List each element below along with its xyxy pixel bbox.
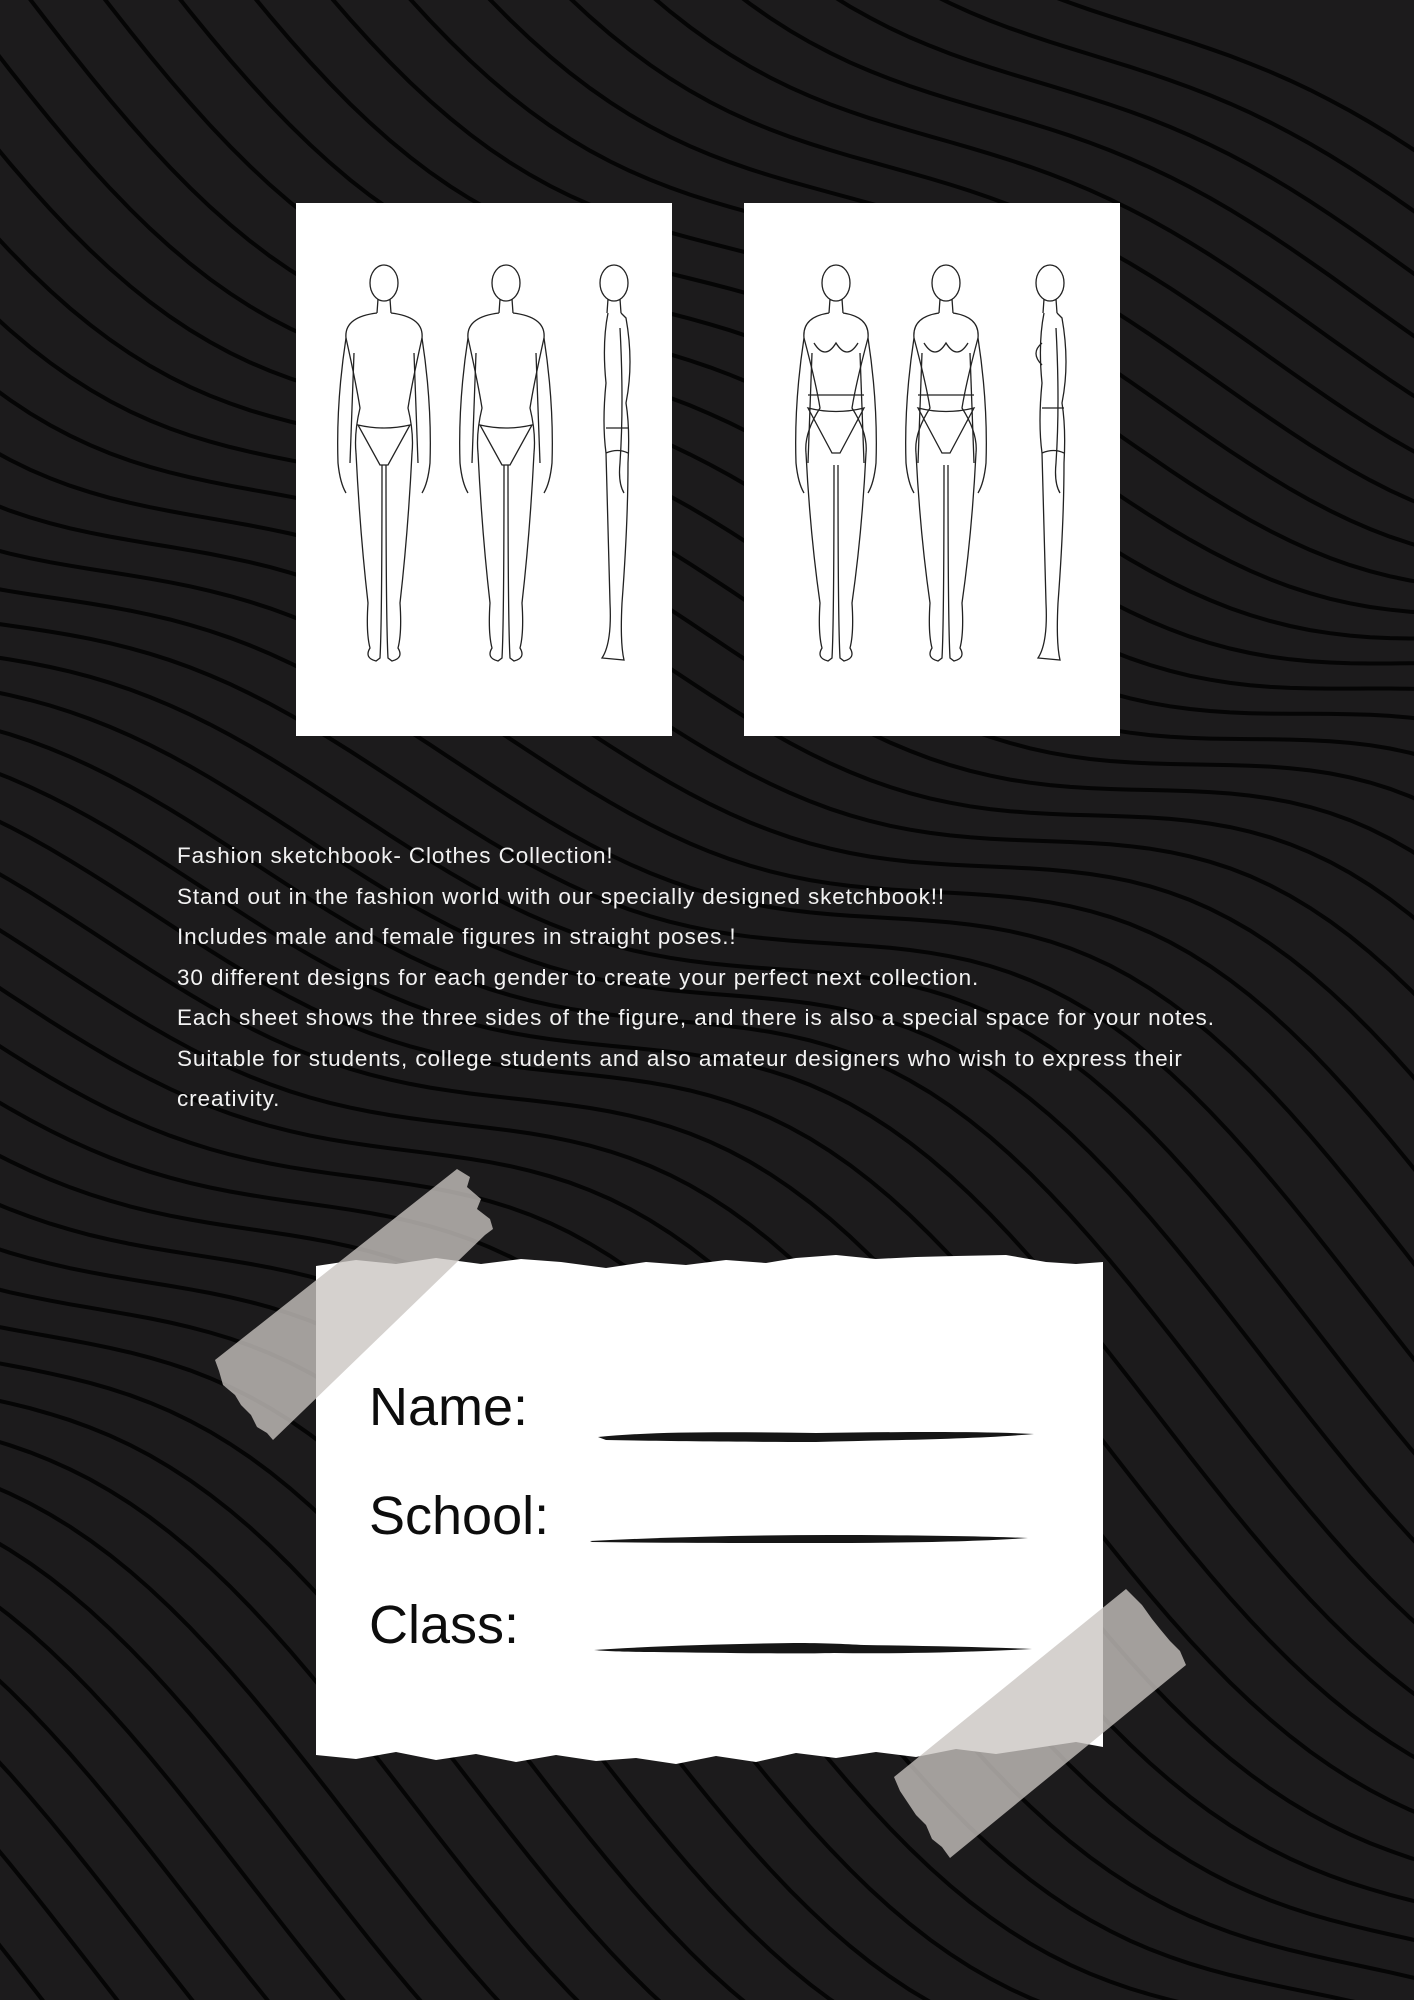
description-line: 30 different designs for each gender to create your perfect next collection. (177, 964, 980, 990)
description-title: Fashion sketchbook- Clothes Collection! (177, 843, 614, 868)
product-description (177, 836, 1317, 1120)
female-figure-template-card (744, 203, 1120, 736)
female-figures-illustration (744, 203, 1120, 736)
description-line: Each sheet shows the three sides of the figure, and there is also a special space for your notes. (177, 1005, 1215, 1030)
description-line: Stand out in the fashion world with our specially designed sketchbook!! (177, 883, 946, 909)
class-label: Class: (369, 1595, 520, 1655)
description-line: Includes male and female figures in straight poses.! (177, 924, 737, 949)
tape-top-left (205, 1165, 535, 1445)
school-label: School: (369, 1486, 550, 1546)
male-figures-illustration (296, 203, 672, 736)
male-figure-template-card (296, 203, 672, 736)
name-blank-line[interactable] (596, 1427, 1036, 1447)
description-line: creativity. (177, 1086, 281, 1111)
name-label: Name: (369, 1377, 529, 1437)
description-line: Suitable for students, college students and also amateur designers who wish to express their (177, 1045, 1183, 1071)
school-blank-line[interactable] (590, 1530, 1030, 1548)
tape-bottom-right (890, 1585, 1210, 1860)
